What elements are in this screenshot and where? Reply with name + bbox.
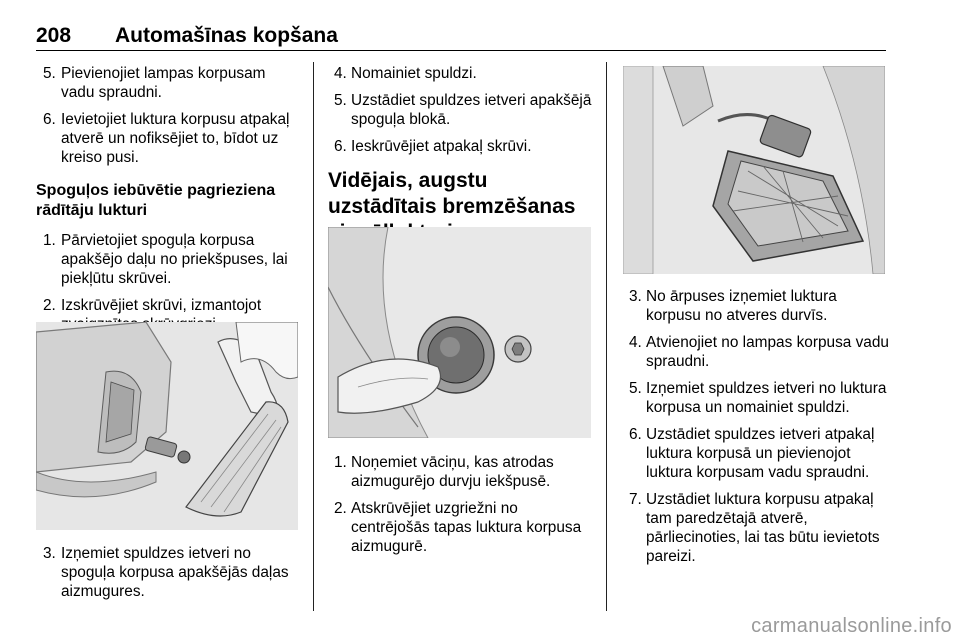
step-number: 5. — [629, 380, 642, 397]
step-number: 6. — [629, 426, 642, 443]
column-divider — [606, 62, 607, 611]
step-text: Nomainiet spuldzi. — [351, 65, 477, 82]
list-item — [36, 544, 298, 601]
list-item — [36, 110, 298, 167]
step-text: Atvienojiet no lampas korpusa vadu spraudni. — [646, 334, 889, 370]
list-item — [328, 91, 594, 129]
column-1-lower — [36, 544, 298, 609]
step-number: 1. — [43, 232, 56, 249]
step-text: Uzstādiet spuldzes ietveri atpakaļ luktura korpusā un pievienojot luktura korpusam vadu spraudni. — [646, 426, 875, 481]
list-item — [328, 137, 594, 156]
step-number: 1. — [334, 454, 347, 471]
step-text: Atskrūvējiet uzgriežni no centrējošās tapas luktura korpusa aizmugurē. — [351, 500, 582, 555]
list-item — [623, 490, 889, 566]
list-item — [623, 333, 889, 371]
step-number: 7. — [629, 491, 642, 508]
page-header — [36, 20, 886, 51]
step-number: 2. — [334, 500, 347, 517]
list-item — [328, 453, 594, 491]
column-2-lower — [328, 453, 594, 564]
step-number: 6. — [43, 111, 56, 128]
list-item — [623, 287, 889, 325]
lamp-housing-illustration — [623, 66, 885, 274]
step-text: Uzstādiet spuldzes ietveri apakšējā spoguļa blokā. — [351, 92, 592, 128]
step-text: Izņemiet spuldzes ietveri no spoguļa korpusa apakšējās daļas aizmugures. — [61, 545, 289, 600]
column-3 — [623, 287, 889, 574]
list-item — [328, 499, 594, 556]
step-text: No ārpuses izņemiet luktura korpusu no atveres durvīs. — [646, 288, 837, 324]
page-number: 208 — [36, 24, 72, 47]
watermark: carmanualsonline.info — [751, 615, 952, 637]
step-number: 3. — [629, 288, 642, 305]
step-text: Izņemiet spuldzes ietveri no luktura korpusa un nomainiet spuldzi. — [646, 380, 887, 416]
step-text: Ievietojiet luktura korpusu atpakaļ atverē un nofiksējiet to, bīdot uz kreiso pusi. — [61, 111, 290, 166]
list-item — [36, 64, 298, 102]
brake-light-cap-illustration — [328, 227, 591, 438]
step-number: 3. — [43, 545, 56, 562]
column-divider — [313, 62, 314, 611]
step-number: 4. — [334, 65, 347, 82]
step-number: 5. — [43, 65, 56, 82]
step-text: Pievienojiet lampas korpusam vadu spraudni. — [61, 65, 266, 101]
list-item — [328, 64, 594, 83]
list-item — [623, 379, 889, 417]
step-number: 2. — [43, 297, 56, 314]
list-item — [623, 425, 889, 482]
column-1 — [36, 64, 298, 342]
mirror-indicator-illustration — [36, 322, 298, 530]
step-number: 4. — [629, 334, 642, 351]
step-number: 6. — [334, 138, 347, 155]
step-text: Izskrūvējiet skrūvi, izmantojot — [61, 297, 262, 314]
step-number: 5. — [334, 92, 347, 109]
step-text: Uzstādiet luktura korpusu atpakaļ tam paredzētajā atverē, pārliecinoties, lai tas būtu ievietots pareizi. — [646, 491, 880, 565]
step-text: Noņemiet vāciņu, kas atrodas aizmugurējo durvju iekšpusē. — [351, 454, 554, 490]
section-subheading: Spoguļos iebūvētie pagrieziena rādītāju lukturi — [36, 182, 276, 219]
step-text: Ieskrūvējiet atpakaļ skrūvi. — [351, 138, 532, 155]
list-item — [36, 231, 298, 288]
page-title: Automašīnas kopšana — [115, 24, 338, 47]
step-text: Pārvietojiet spoguļa korpusa apakšējo daļu no priekšpuses, lai piekļūtu skrūvei. — [61, 232, 288, 287]
section-heading: Vidējais, augstu uzstādītais bremzēšanas — [328, 169, 576, 218]
